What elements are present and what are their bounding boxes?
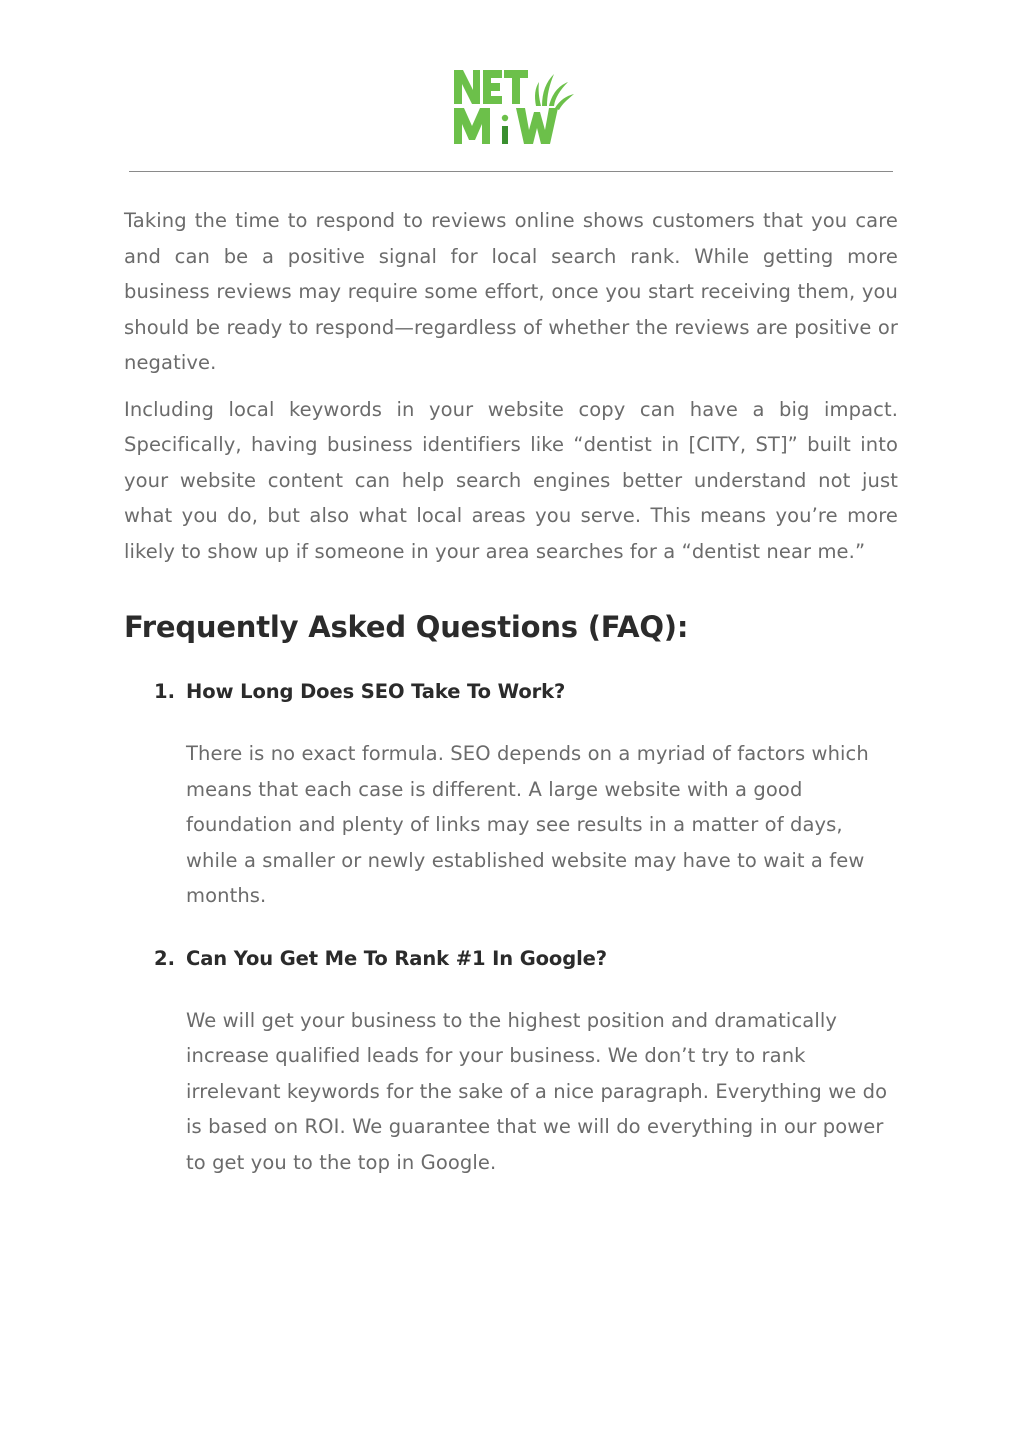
faq-question: Can You Get Me To Rank #1 In Google?: [186, 946, 608, 970]
faq-question: How Long Does SEO Take To Work?: [186, 680, 566, 703]
body-paragraph: Taking the time to respond to reviews online shows customers that you care and can be a positive signal for local search rank. While getting more business reviews may require some effort, once you start receiving them, you should be ready to respond—regardless of whether the reviews are positive or negative.: [124, 209, 898, 374]
faq-list: [124, 675, 898, 1180]
body-paragraph: Including local keywords in your website copy can have a big impact. Specifically, having business identifiers like “dentist in [CITY, ST]” built into your website content can help search engines better understand not just what you do, but also what local areas you serve. This means you’re more likely to show up if someone in your area searches for a “dentist near me.”: [124, 397, 898, 563]
faq-number: 2.: [154, 946, 175, 970]
grass-logo-icon: [446, 64, 578, 150]
faq-answer: We will get your business to the highest position and dramatically increase qualified leads for your business. We don’t try to rank irrelevant keywords for the sake of a nice paragraph. Everything we do is based on ROI. We guarantee that we will do everything in our power to get you to the top in Google.: [186, 1008, 888, 1174]
faq-item: [124, 675, 898, 914]
faq-answer: There is no exact formula. SEO depends on a myriad of factors which means that each case is different. A large website with a good foundation and plenty of links may see results in a matter of days, while a smaller or newly established website may have to wait a few months.: [186, 742, 869, 907]
company-logo: [446, 64, 578, 150]
faq-item: [124, 942, 898, 1181]
header-divider: [129, 171, 893, 172]
faq-heading: Frequently Asked Questions (FAQ):: [124, 610, 689, 644]
faq-number: 1.: [154, 680, 175, 703]
document-body: [124, 203, 898, 1180]
